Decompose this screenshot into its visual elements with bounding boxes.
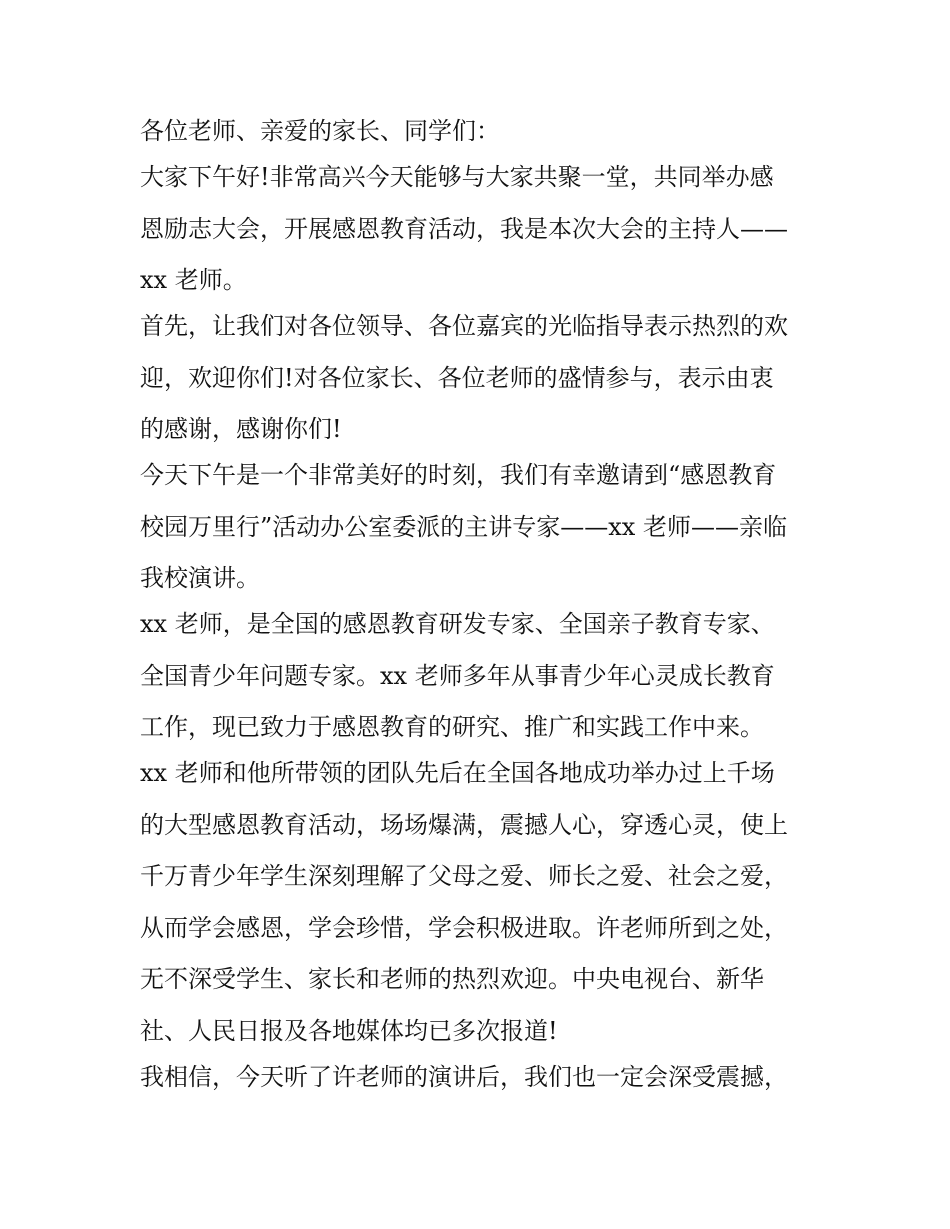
- paragraph: [140, 303, 820, 452]
- text-line: 首先，让我们对各位领导、各位嘉宾的光临指导表示热烈的欢: [140, 312, 788, 340]
- text-line: 工作，现已致力于感恩教育的研究、推广和实践工作中来。: [140, 713, 764, 741]
- text-line: xx 老师和他所带领的团队先后在全国各地成功举办过上千场: [140, 759, 775, 787]
- text-line: 千万青少年学生深刻理解了父母之爱、师长之爱、社会之爱，: [140, 862, 788, 890]
- paragraph: [140, 154, 820, 303]
- text-line: 恩励志大会，开展感恩教育活动，我是本次大会的主持人——: [140, 214, 788, 243]
- text-line: xx 老师，是全国的感恩教育研发专家、全国亲子教育专家、: [140, 610, 775, 638]
- paragraph: [140, 1054, 820, 1100]
- document-body: [140, 108, 820, 1100]
- paragraph: [140, 452, 820, 601]
- text-line: 无不深受学生、家长和老师的热烈欢迎。中央电视台、新华: [140, 965, 764, 993]
- paragraph: [140, 601, 820, 750]
- text-line: 从而学会感恩，学会珍惜，学会积极进取。许老师所到之处，: [140, 913, 788, 942]
- text-line: 今天下午是一个非常美好的时刻，我们有幸邀请到“感恩教育: [140, 461, 777, 489]
- text-line: 全国青少年问题专家。xx 老师多年从事青少年心灵成长教育: [140, 661, 775, 690]
- paragraph: [140, 108, 820, 154]
- text-line: 我相信，今天听了许老师的演讲后，我们也一定会深受震撼，: [140, 1062, 788, 1091]
- paragraph: [140, 750, 820, 1054]
- text-line: 校园万里行”活动办公室委派的主讲专家——xx 老师——亲临: [140, 512, 787, 541]
- text-line: 迎，欢迎你们!对各位家长、各位老师的盛情参与，表示由衷: [140, 363, 774, 392]
- text-line: 社、人民日报及各地媒体均已多次报道!: [140, 1016, 558, 1045]
- text-line: 大家下午好!非常高兴今天能够与大家共聚一堂，共同举办感: [140, 163, 774, 191]
- text-line: 的感谢，感谢你们!: [140, 415, 342, 443]
- text-line: 各位老师、亲爱的家长、同学们：: [140, 117, 500, 145]
- text-line: xx 老师。: [140, 266, 247, 294]
- text-line: 我校演讲。: [140, 564, 260, 592]
- text-line: 的大型感恩教育活动，场场爆满，震撼人心，穿透心灵，使上: [140, 810, 788, 839]
